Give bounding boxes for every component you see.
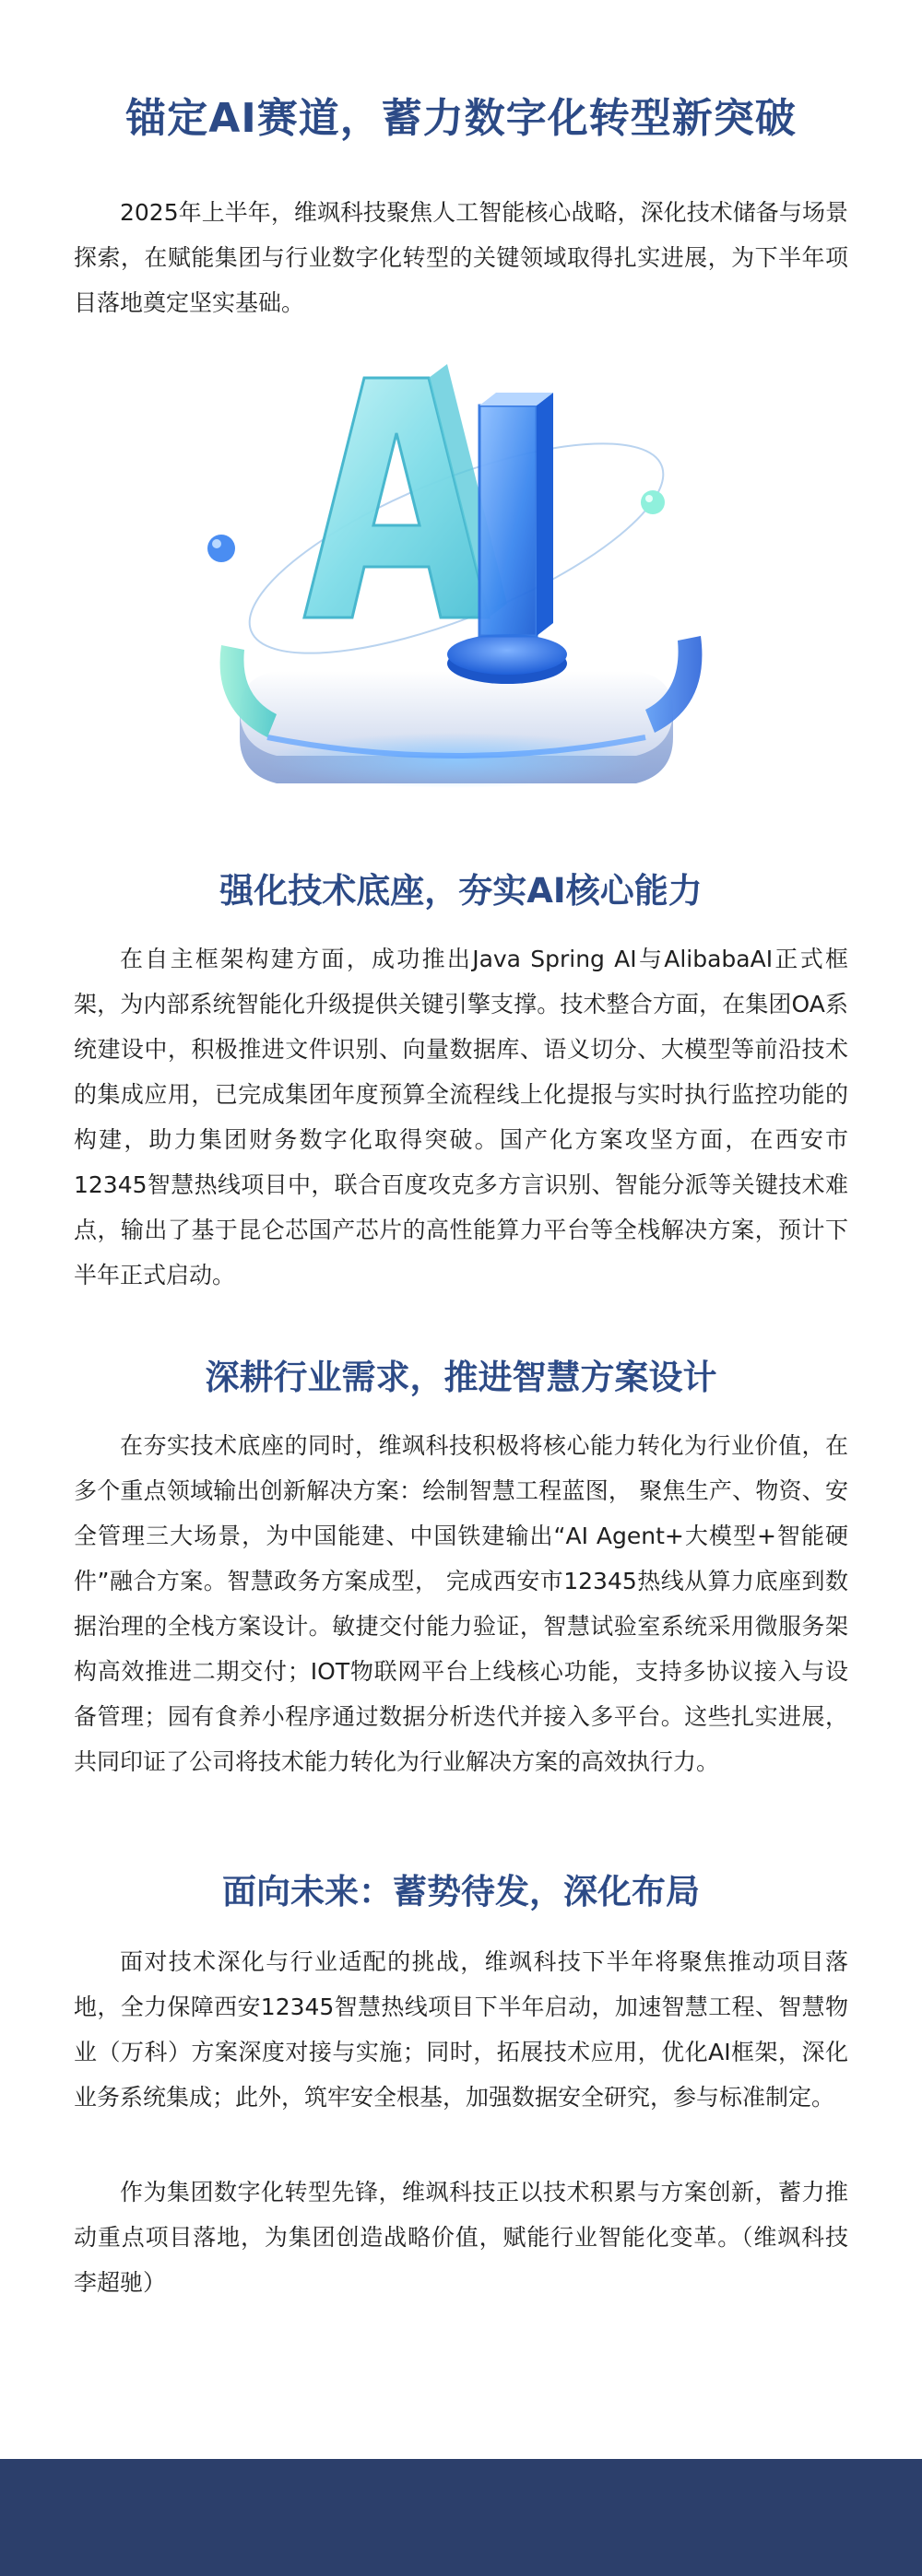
section-heading-future-outlook: 面向未来：蓄势待发，深化布局	[222, 1872, 700, 1911]
ai-hero-illustration	[203, 341, 719, 839]
section-tech-foundation-paragraph: 在自主框架构建方面，成功推出Java Spring AI与AlibabaAI正式框架，为内部系统智能化升级提供关键引擎支撑。技术整合方面，在集团OA系统建设中，积极推进文件识别、向量数据库、语义切分、大模型等前沿技术的集成应用，已完成集团年度预算全流程线上化提报与实时执行监控功能的构建，助力集团财务数字化取得突破。国产化方案攻坚方面，在西安市12345智慧热线项目中，联合百度攻克多方言识别、智能分派等关键技术难点，输出了基于昆仑芯国产芯片的高性能算力平台等全栈解决方案，预计下半年正式启动。	[74, 946, 848, 1288]
intro-paragraph: 2025年上半年，维飒科技聚焦人工智能核心战略，深化技术储备与场景探索，在赋能集团与行业数字化转型的关键领域取得扎实进展，为下半年项目落地奠定坚实基础。	[74, 199, 848, 316]
section-heading-tech-foundation: 强化技术底座，夯实AI核心能力	[219, 871, 703, 911]
section-future-outlook-paragraph-1: 面对技术深化与行业适配的挑战，维飒科技下半年将聚焦推动项目落地，全力保障西安12345智慧热线项目下半年启动，加速智慧工程、智慧物业（万科）方案深度对接与实施；同时，拓展技术应用，优化AI框架，深化业务系统集成；此外，筑牢安全根基，加强数据安全研究，参与标准制定。	[74, 1948, 848, 2111]
section-future-outlook-paragraph-2: 作为集团数字化转型先锋，维飒科技正以技术积累与方案创新，蓄力推动重点项目落地，为集团创造战略价值，赋能行业智能化变革。（维飒科技 李超驰）	[74, 2179, 848, 2296]
page-title: 锚定AI赛道，蓄力数字化转型新突破	[125, 95, 797, 142]
section-heading-industry-solutions: 深耕行业需求，推进智慧方案设计	[205, 1358, 717, 1397]
footer-band	[0, 2459, 922, 2576]
section-industry-solutions-paragraph: 在夯实技术底座的同时，维飒科技积极将核心能力转化为行业价值，在多个重点领域输出创新解决方案：绘制智慧工程蓝图， 聚焦生产、物资、安全管理三大场景，为中国能建、中国铁建输出“AI Agent+大模型+智能硬件”融合方案。智慧政务方案成型， 完成西安市12345热线从算力底座到数据治理的全栈方案设计。敏捷交付能力验证，智慧试验室系统采用微服务架构高效推进二期交付；IOT物联网平台上线核心功能，支持多协议接入与设备管理；园有食养小程序通过数据分析迭代并接入多平台。这些扎实进展，共同印证了公司将技术能力转化为行业解决方案的高效执行力。	[74, 1432, 848, 1775]
